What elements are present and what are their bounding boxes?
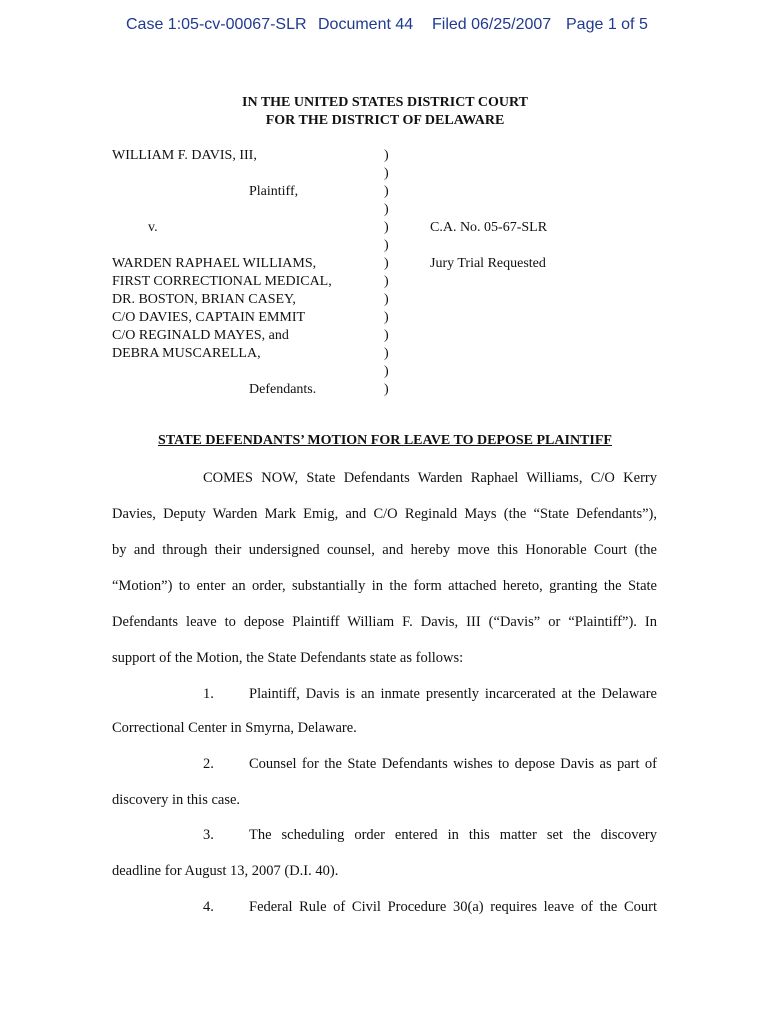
defendant-line: DEBRA MUSCARELLA, [112, 346, 261, 361]
paren: ) [384, 292, 389, 307]
paren: ) [384, 238, 389, 253]
paren: ) [384, 364, 389, 379]
intro-line: Defendants leave to depose Plaintiff William F. Davis, III (“Davis” or “Plaintiff”). In [112, 614, 657, 630]
paren: ) [384, 148, 389, 163]
plaintiff-name: WILLIAM F. DAVIS, III, [112, 148, 257, 163]
paren: ) [384, 310, 389, 325]
document-number-stamp: Document 44 [318, 16, 414, 33]
intro-line: by and through their undersigned counsel, and hereby move this Honorable Court (the [112, 542, 657, 558]
intro-line: “Motion”) to enter an order, substantially in the form attached hereto, granting the State [112, 578, 657, 594]
defendant-line: WARDEN RAPHAEL WILLIAMS, [112, 256, 317, 271]
plaintiff-label: Plaintiff, [249, 184, 299, 199]
paragraph-number: 3. [203, 827, 214, 843]
paragraph-continuation: discovery in this case. [112, 792, 241, 808]
intro-line: support of the Motion, the State Defendants state as follows: [112, 650, 464, 666]
case-number-stamp: Case 1:05-cv-00067-SLR [126, 16, 307, 33]
court-title-line-1: IN THE UNITED STATES DISTRICT COURT [242, 95, 528, 110]
defendant-line: DR. BOSTON, BRIAN CASEY, [112, 292, 296, 307]
paren: ) [384, 184, 389, 199]
page-number-stamp: Page 1 of 5 [566, 16, 648, 33]
paren: ) [384, 346, 389, 361]
defendants-label: Defendants. [249, 382, 317, 397]
intro-line: COMES NOW, State Defendants Warden Raphael Williams, C/O Kerry [203, 470, 657, 486]
paragraph-number: 1. [203, 686, 214, 702]
paren: ) [384, 220, 389, 235]
paren: ) [384, 328, 389, 343]
motion-title: STATE DEFENDANTS’ MOTION FOR LEAVE TO DEPOSE PLAINTIFF [158, 433, 612, 448]
caption-divider [384, 147, 389, 399]
paragraph-continuation: Correctional Center in Smyrna, Delaware. [112, 720, 357, 736]
defendant-line: C/O DAVIES, CAPTAIN EMMIT [112, 310, 306, 325]
paren: ) [384, 256, 389, 271]
paren: ) [384, 202, 389, 217]
paren: ) [384, 166, 389, 181]
jury-trial-requested: Jury Trial Requested [430, 256, 546, 271]
defendant-line: C/O REGINALD MAYES, and [112, 328, 289, 343]
intro-line: Davies, Deputy Warden Mark Emig, and C/O Reginald Mays (the “State Defendants”), [112, 506, 657, 522]
paren: ) [384, 382, 389, 397]
paragraph-text: Federal Rule of Civil Procedure 30(a) requires leave of the Court [249, 899, 657, 915]
versus-label: v. [148, 220, 158, 235]
paragraph-text: Counsel for the State Defendants wishes to depose Davis as part of [249, 756, 657, 772]
paragraph-continuation: deadline for August 13, 2007 (D.I. 40). [112, 863, 339, 879]
court-title-line-2: FOR THE DISTRICT OF DELAWARE [265, 113, 505, 128]
filed-date-stamp: Filed 06/25/2007 [432, 16, 552, 33]
paragraph-number: 4. [203, 899, 214, 915]
paragraph-number: 2. [203, 756, 214, 772]
paren: ) [384, 274, 389, 289]
paragraph-text: Plaintiff, Davis is an inmate presently incarcerated at the Delaware [249, 686, 657, 702]
paragraph-text: The scheduling order entered in this matter set the discovery [249, 827, 657, 843]
defendant-line: FIRST CORRECTIONAL MEDICAL, [112, 274, 332, 289]
civil-action-number: C.A. No. 05-67-SLR [430, 220, 548, 235]
